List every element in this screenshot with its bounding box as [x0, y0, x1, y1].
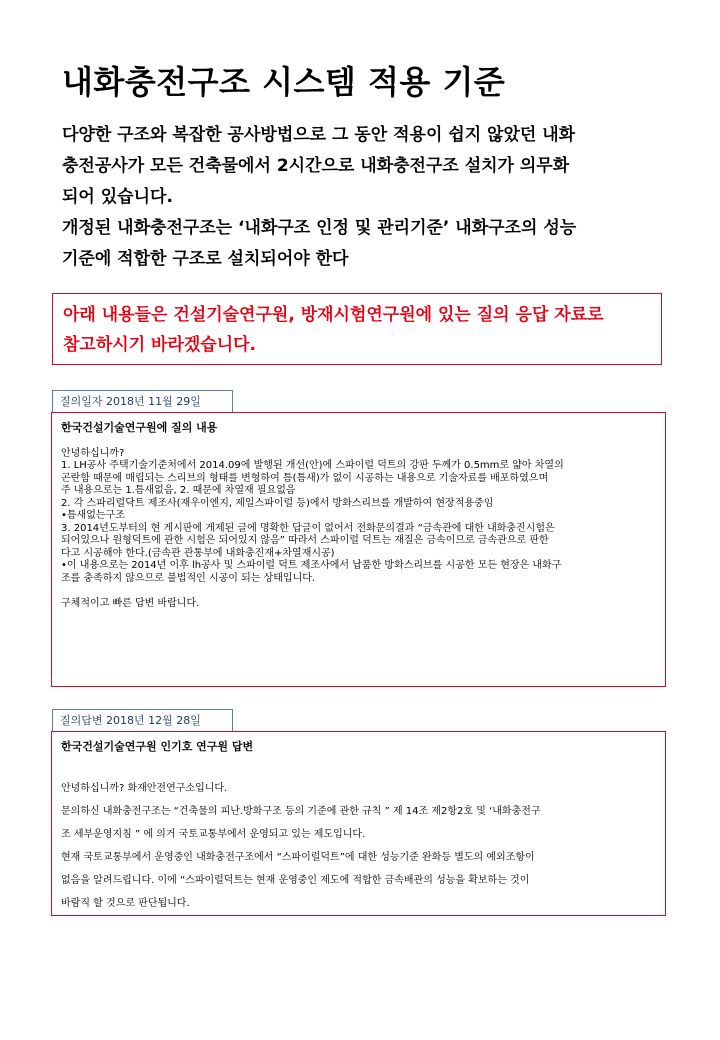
intro-line: 기준에 적합한 구조로 설치되어야 한다: [62, 249, 349, 269]
intro-line: 개정된 내화충전구조는 ‘내화구조 인정 및 관리기준’ 내화구조의 성능: [62, 218, 577, 238]
answer-date-tab: 질의답변 2018년 12월 28일: [52, 709, 233, 731]
inquiry-line: 2. 각 스파리럴닥트 제조사(재우이엔지, 제일스파이럴 등)에서 방화스리브를 개발하여 현장적용중임: [61, 497, 494, 509]
inquiry-heading: 한국건설기술연구원에 질의 내용: [61, 421, 218, 434]
inquiry-line: 조를 충족하지 않으므로 불법적인 시공이 되는 상태입니다.: [61, 572, 316, 584]
inquiry-line: 곤란함 때문에 매립되는 스리브의 형태를 변형하여 틈(틈새)가 없이 시공하는 내용으로 기술자료를 배포하였으며: [61, 472, 549, 484]
inquiry-line: [61, 585, 657, 598]
inquiry-line: [61, 435, 657, 448]
inquiry-line: •이 내용으로는 2014년 이후 lh공사 및 스파이럴 덕트 제조사에서 납품한 방화스리브를 시공한 모든 현장은 내화구: [61, 560, 562, 571]
answer-line: 바람직 할 것으로 판단됩니다.: [61, 898, 190, 909]
answer-line: 조 세부운영지침 ” 에 의거 국토교통부에서 운영되고 있는 제도입니다.: [61, 829, 366, 840]
page-title: 내화충전구조 시스템 적용 기준: [62, 63, 506, 101]
answer-line: 문의하신 내화충전구조는 “건축물의 피난.방화구조 등의 기준에 관한 규칙 ” 제 14조 제2항2호 및 ‘내화충전구: [61, 806, 541, 817]
inquiry-line: 구체적이고 빠른 답변 바랍니다.: [61, 597, 200, 609]
inquiry-line: 되어있으나 원형덕트에 관한 시험은 되어있지 않음” 따라서 스파이럴 덕트는 재질은 금속이므로 금속관으로 판한: [61, 535, 549, 546]
notice-line: 참고하시기 바라겠습니다.: [63, 335, 257, 355]
inquiry-line: •틈새없는구조: [61, 510, 125, 521]
inquiry-line: 다고 시공해야 한다.(금속관 관통부에 내화충진재+차열재시공): [61, 547, 335, 559]
notice-box: [52, 293, 662, 365]
answer-line: 없음을 알려드립니다. 이에 “스파이럴덕트는 현재 운영중인 제도에 적합한 금속배관의 성능을 확보하는 것이: [61, 875, 530, 886]
answer-box: [51, 731, 666, 916]
intro-paragraph: [62, 120, 662, 275]
intro-line: 다양한 구조와 복잡한 공사방법으로 그 동안 적용이 쉽지 않았던 내화: [62, 125, 576, 145]
inquiry-line: 3. 2014년도부터의 현 게시판에 게제된 글에 명확한 답글이 없어서 전화문의결과 “금속관에 대한 내화충진시험은: [61, 522, 555, 534]
inquiry-line: 안녕하십니까?: [61, 447, 125, 459]
intro-line: 되어 있습니다.: [62, 187, 173, 207]
inquiry-line: 주 내용으로는 1.틈새없음, 2. 때문에 차열재 필요없음: [61, 485, 296, 496]
answer-line: [61, 754, 657, 777]
intro-line: 충전공사가 모든 건축물에서 2시간으로 내화충전구조 설치가 의무화: [62, 156, 570, 176]
inquiry-line: 1. LH공사 주택기술기준처에서 2014.09에 발행된 개선(안)에 스파이럴 덕트의 강판 두께가 0.5mm로 얇아 차열의: [61, 460, 564, 471]
inquiry-date-tab: 질의일자 2018년 11월 29일: [52, 390, 233, 412]
inquiry-box: [51, 412, 666, 687]
answer-heading: 한국건설기술연구원 인기호 연구원 답변: [61, 740, 254, 753]
answer-line: 현재 국토교통부에서 운영중인 내화충전구조에서 “스파이럴덕트”에 대한 성능기준 완화등 별도의 예외조항이: [61, 852, 535, 863]
answer-line: 안녕하십니까? 화재안전연구소입니다.: [61, 783, 228, 794]
notice-line: 아래 내용들은 건설기술연구원, 방재시험연구원에 있는 질의 응답 자료로: [63, 305, 604, 325]
